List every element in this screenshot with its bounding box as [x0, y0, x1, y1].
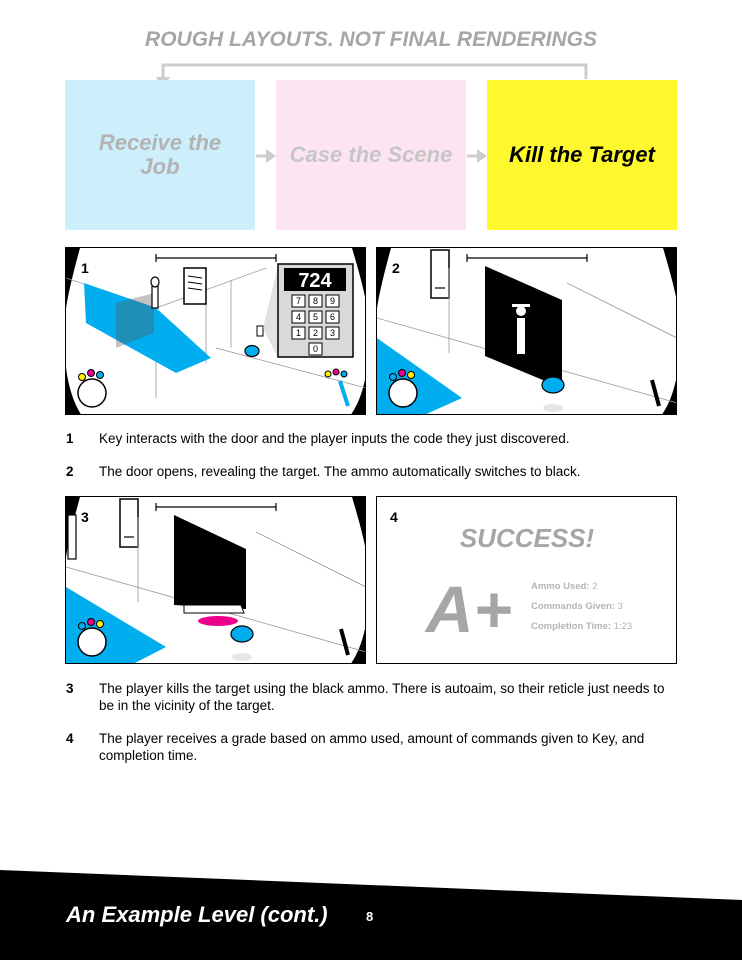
keypad-code: 724	[298, 270, 332, 292]
keypad-key: 5	[312, 312, 319, 322]
storyboard-panel-3	[65, 496, 366, 664]
stat-label-commands: Commands Given:	[531, 601, 615, 612]
panel-number: 3	[81, 509, 89, 525]
stat-label-time: Completion Time:	[531, 621, 612, 632]
keypad-key: 0	[312, 344, 319, 354]
stage-arrow-icon	[255, 146, 277, 166]
stat-label-ammo: Ammo Used:	[531, 581, 590, 592]
keypad-key: 8	[312, 296, 319, 306]
svg-text:Completion Time: 1:23	[531, 621, 632, 632]
caption-number: 3	[66, 681, 74, 696]
caption-3	[66, 680, 666, 714]
caption-text: The door opens, revealing the target. The ammo automatically switches to black.	[99, 464, 581, 479]
keypad-key: 2	[312, 328, 319, 338]
stage-label: Case the Scene	[289, 142, 453, 167]
stat-value-ammo: 2	[592, 581, 598, 592]
svg-text:Commands Given: 3	[531, 601, 623, 612]
caption-text: Key interacts with the door and the player inputs the code they just discovered.	[99, 431, 570, 446]
storyboard-panel-1	[65, 247, 366, 415]
caption-4	[66, 730, 666, 764]
keypad-key: 9	[329, 296, 336, 306]
stage-case-the-scene	[276, 80, 466, 230]
stage-kill-the-target	[487, 80, 677, 230]
storyboard-panel-2	[376, 247, 677, 415]
panel-number: 1	[81, 260, 89, 276]
rough-layouts-note: ROUGH LAYOUTS. NOT FINAL RENDERINGS	[145, 28, 597, 51]
success-headline: SUCCESS!	[459, 523, 595, 553]
keypad-key: 6	[329, 312, 336, 322]
keypad-key: 4	[295, 312, 302, 322]
panel-number: 2	[392, 260, 400, 276]
caption-text: The player receives a grade based on ammo used, amount of commands given to Key, and completion time.	[99, 731, 645, 763]
keypad-key: 3	[329, 328, 336, 338]
stat-value-time: 1:23	[613, 621, 633, 632]
stage-receive-the-job	[65, 80, 255, 230]
stat-value-commands: 3	[617, 601, 623, 612]
storyboard-panel-4	[376, 496, 677, 664]
stage-label-line1: Receive the	[98, 130, 222, 155]
keypad-key: 7	[295, 296, 302, 306]
stage-arrow-icon	[466, 146, 488, 166]
caption-text: The player kills the target using the black ammo. There is autoaim, so their reticle just needs to be in the vicinity of the target.	[99, 681, 665, 713]
caption-number: 2	[66, 464, 74, 479]
page-number: 8	[366, 909, 374, 924]
panel-number: 4	[390, 509, 398, 525]
stage-label-line2: Job	[140, 154, 180, 179]
footer-title: An Example Level (cont.)	[66, 902, 328, 927]
svg-text:Ammo Used: 2	[531, 581, 598, 592]
keypad-key: 1	[295, 328, 302, 338]
caption-number: 4	[66, 731, 74, 746]
stage-label: Kill the Target	[509, 142, 655, 167]
caption-2	[66, 463, 666, 480]
grade: A+	[425, 572, 513, 646]
caption-number: 1	[66, 431, 74, 446]
caption-1	[66, 430, 666, 447]
